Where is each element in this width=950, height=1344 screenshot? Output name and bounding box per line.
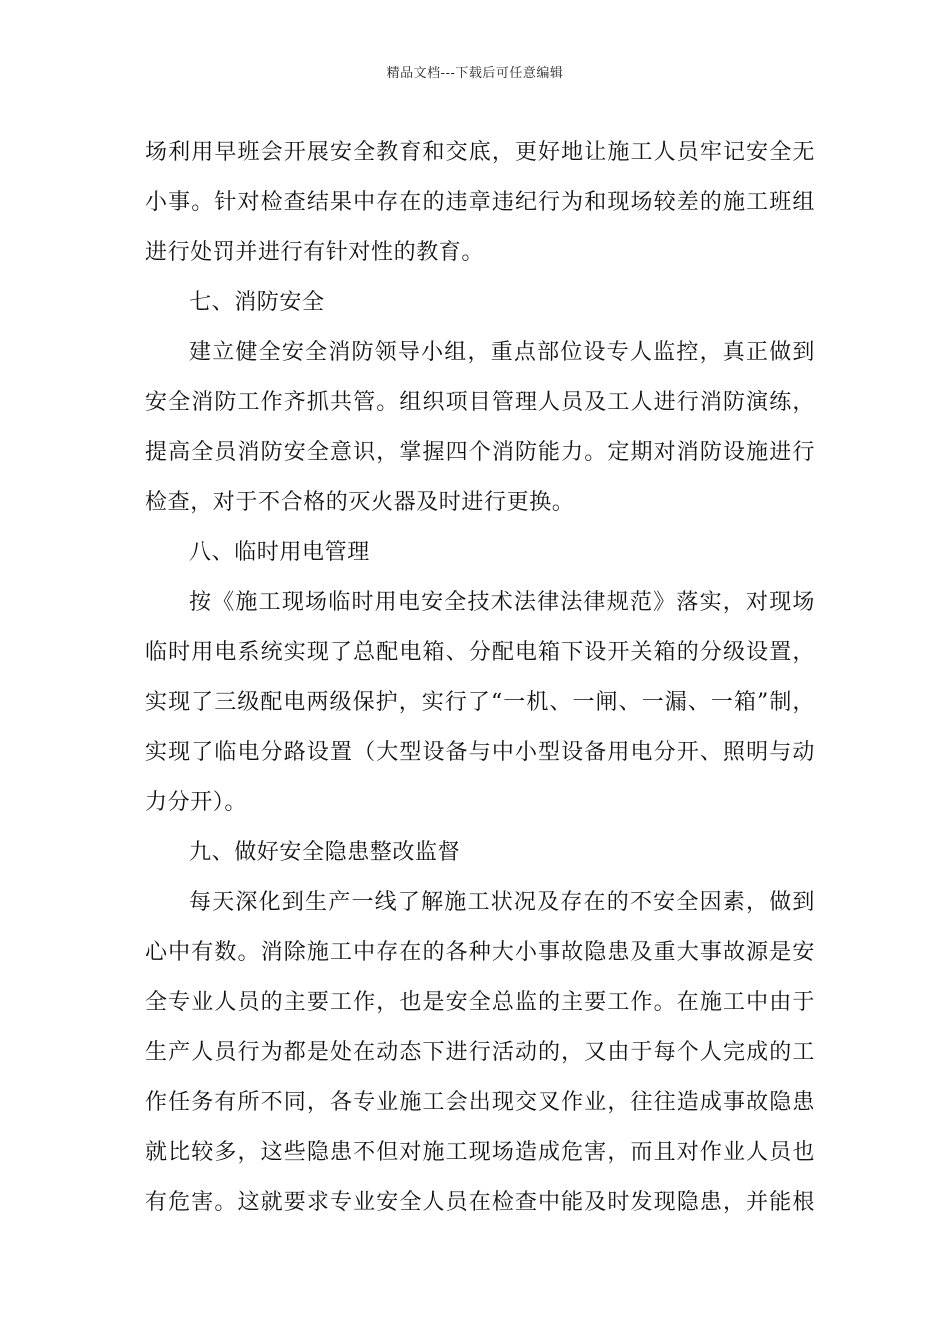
paragraph-line: 临时用电系统实现了总配电箱、分配电箱下设开关箱的分级设置，	[145, 640, 815, 665]
paragraph-line: 提高全员消防安全意识，掌握四个消防能力。定期对消防设施进行	[145, 440, 815, 465]
paragraph-line: 每天深化到生产一线了解施工状况及存在的不安全因素，做到	[189, 890, 815, 915]
section-heading: 八、临时用电管理	[189, 540, 370, 565]
document-body	[145, 128, 815, 1228]
paragraph-line: 实现了临电分路设置（大型设备与中小型设备用电分开、照明与动	[145, 740, 815, 765]
paragraph-line: 按《施工现场临时用电安全技术法律法律规范》落实，对现场	[189, 590, 815, 615]
paragraph-line: 进行处罚并进行有针对性的教育。	[145, 240, 485, 265]
paragraph-line: 实现了三级配电两级保护，实行了“一机、一闸、一漏、一箱”制，	[145, 690, 815, 715]
paragraph-line: 作任务有所不同，各专业施工会出现交叉作业，往往造成事故隐患	[145, 1090, 815, 1115]
paragraph-line: 安全消防工作齐抓共管。组织项目管理人员及工人进行消防演练，	[145, 390, 815, 415]
section-heading: 七、消防安全	[189, 290, 325, 315]
paragraph-line: 就比较多，这些隐患不但对施工现场造成危害，而且对作业人员也	[145, 1140, 815, 1165]
section-heading: 九、做好安全隐患整改监督	[189, 840, 461, 865]
paragraph-line: 检查，对于不合格的灭火器及时进行更换。	[145, 490, 575, 515]
paragraph-line: 场利用早班会开展安全教育和交底，更好地让施工人员牢记安全无	[145, 140, 815, 165]
paragraph-line: 力分开）。	[145, 790, 248, 815]
paragraph-line: 建立健全安全消防领导小组，重点部位设专人监控，真正做到	[189, 340, 815, 365]
paragraph-line: 有危害。这就要求专业安全人员在检查中能及时发现隐患，并能根	[145, 1190, 815, 1215]
paragraph-line: 小事。针对检查结果中存在的违章违纪行为和现场较差的施工班组	[145, 190, 815, 215]
paragraph-line: 全专业人员的主要工作，也是安全总监的主要工作。在施工中由于	[145, 990, 815, 1015]
paragraph-line: 心中有数。消除施工中存在的各种大小事故隐患及重大事故源是安	[145, 940, 815, 965]
paragraph-line: 生产人员行为都是处在动态下进行活动的，又由于每个人完成的工	[145, 1040, 815, 1065]
page-header: 精品文档---下载后可任意编辑	[386, 66, 564, 81]
